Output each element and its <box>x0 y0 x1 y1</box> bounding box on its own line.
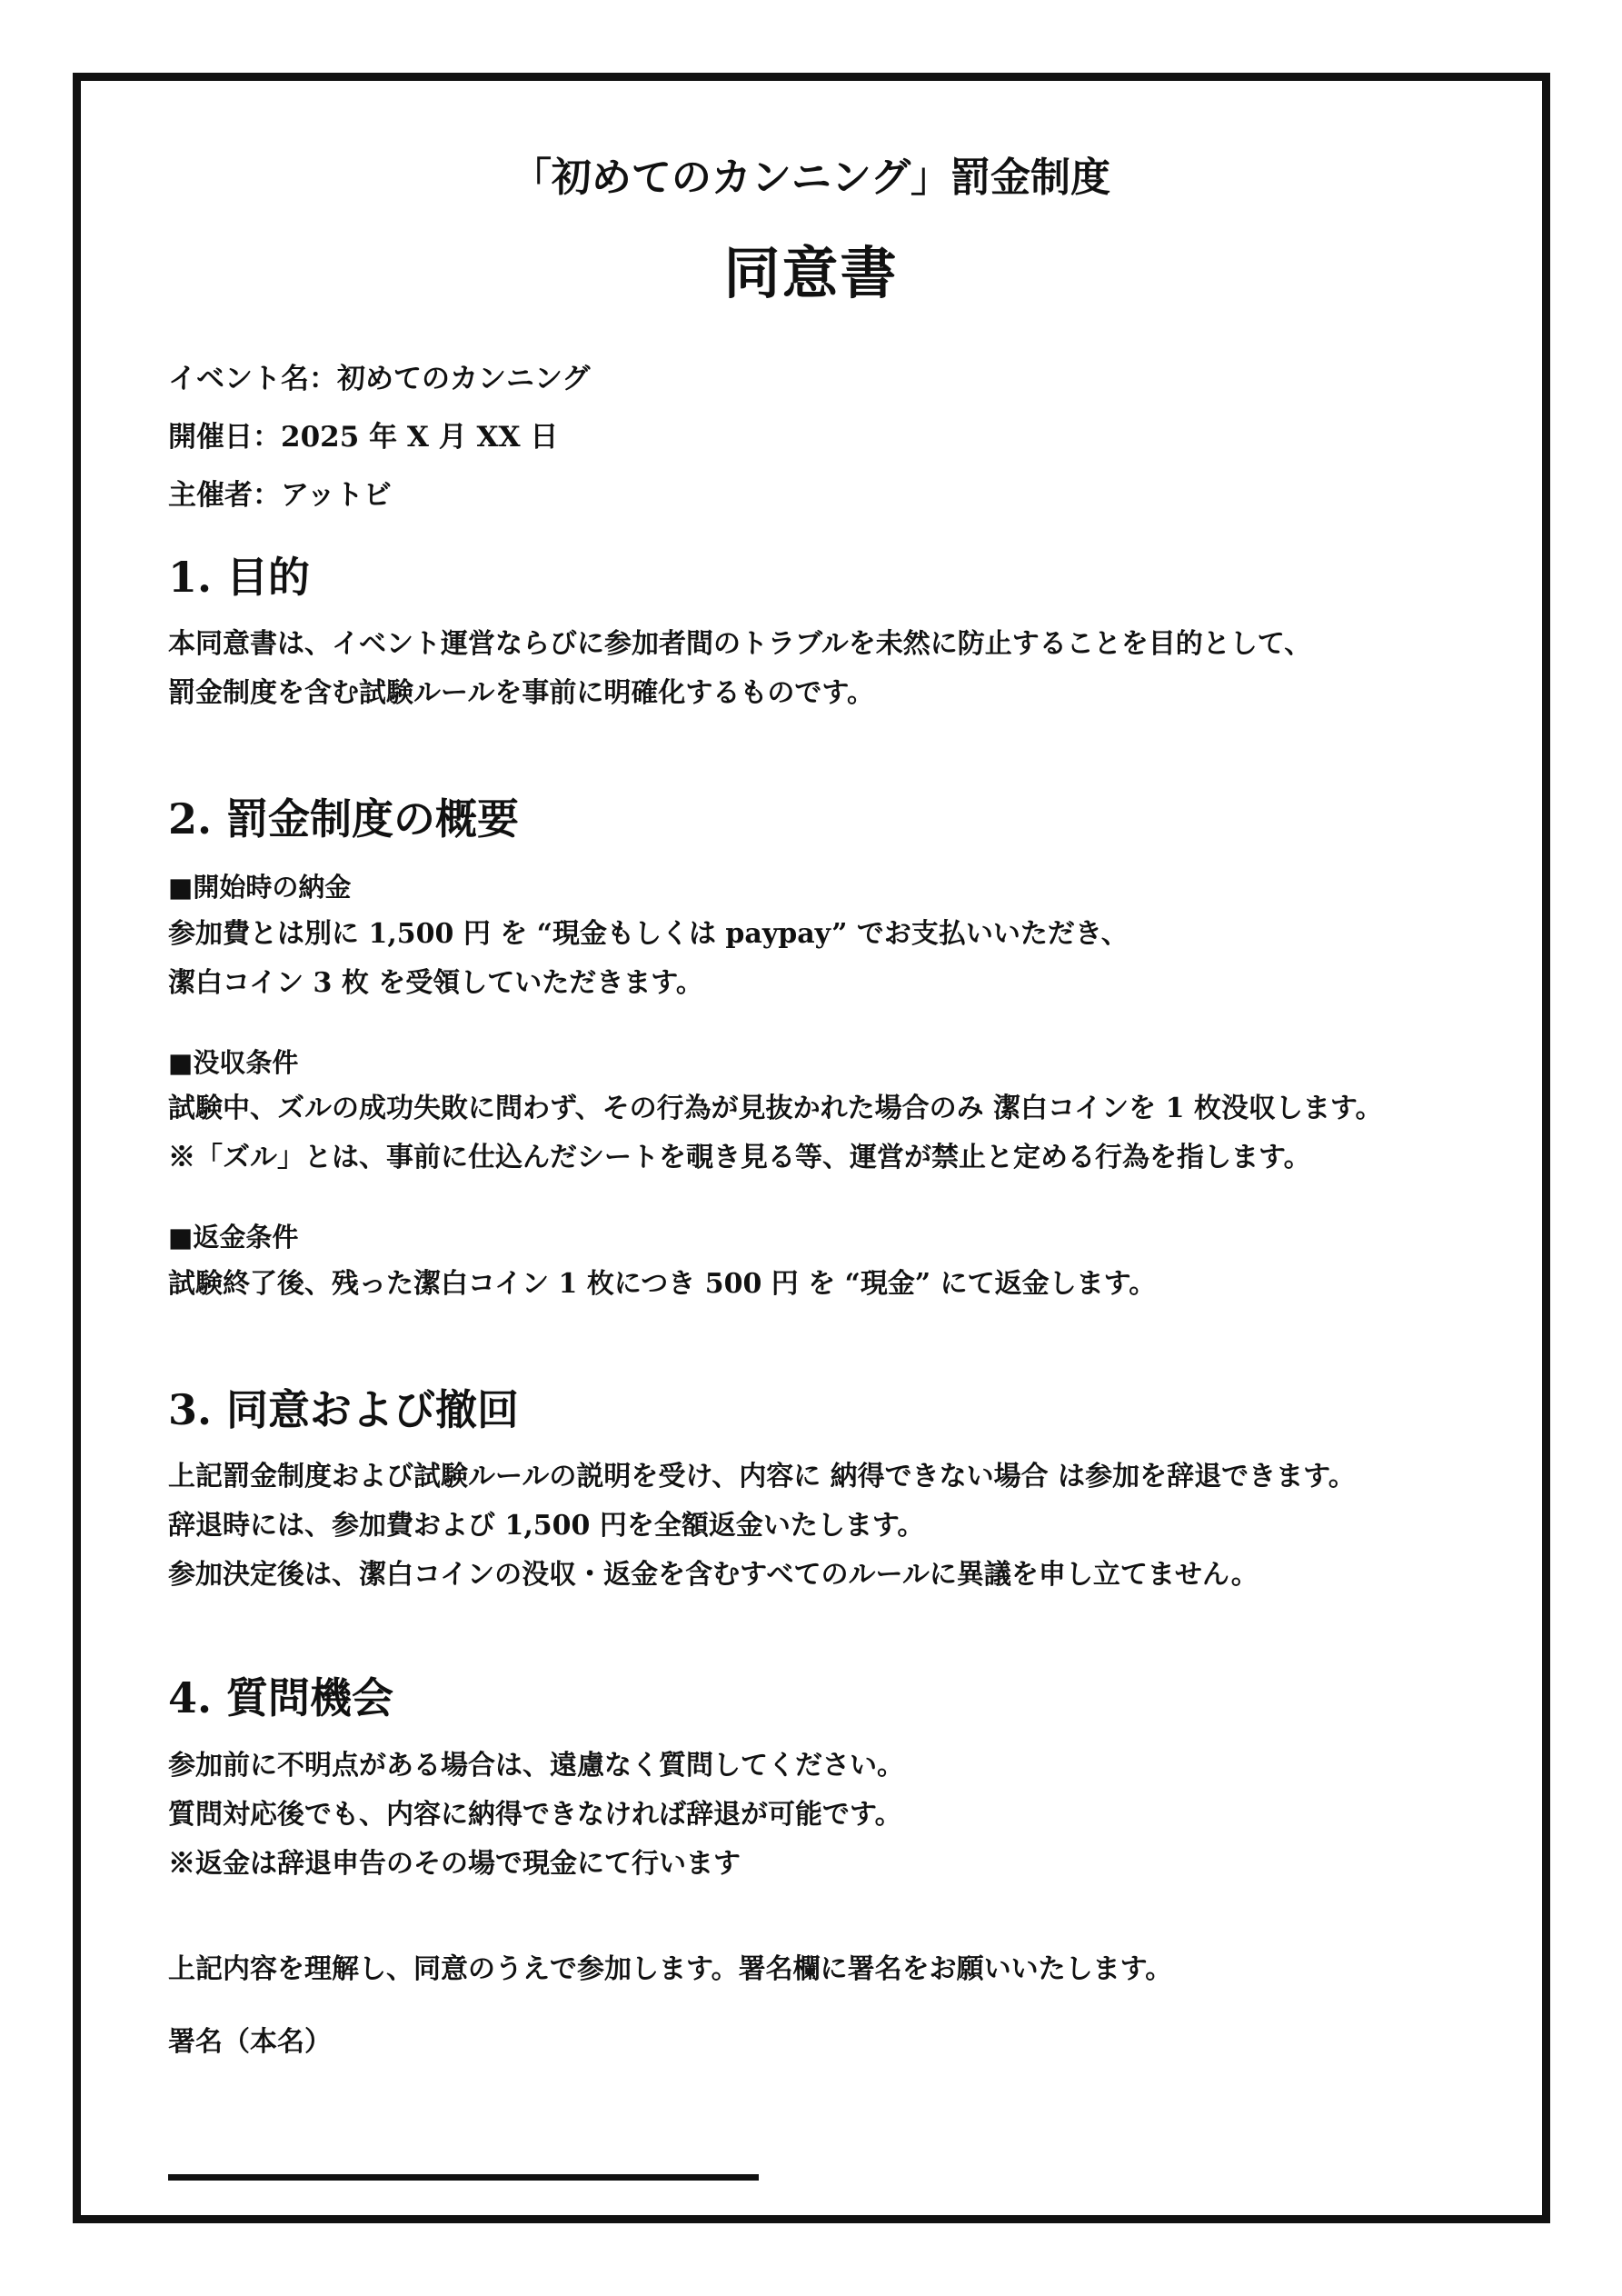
section-3-line-3: 参加決定後は、潔白コインの没収・返金を含むすべてのルールに異議を申し立てません。 <box>168 1559 1259 1591</box>
event-name: イベント名：初めてのカンニング <box>168 363 591 395</box>
event-date: 開催日：2025 年 X 月 XX 日 <box>168 421 559 454</box>
section-3-heading: 3. 同意および撤回 <box>168 1385 520 1434</box>
section-3-line-2: 辞退時には、参加費および 1,500 円を全額返金いたします。 <box>168 1510 925 1542</box>
start-payment-line-1: 参加費とは別に 1,500 円 を “現金もしくは paypay” でお支払いいただき、 <box>168 918 1129 950</box>
section-1-line-2: 罰金制度を含む試験ルールを事前に明確化するものです。 <box>168 677 874 709</box>
signature-label: 署名（本名） <box>168 2026 332 2058</box>
closing-statement: 上記内容を理解し、同意のうえで参加します。署名欄に署名をお願いいたします。 <box>168 1953 1173 1985</box>
refund-title: ■返金条件 <box>168 1222 299 1253</box>
section-2-heading: 2. 罰金制度の概要 <box>168 794 520 844</box>
section-3-line-1: 上記罰金制度および試験ルールの説明を受け、内容に 納得できない場合 は参加を辞退できます。 <box>168 1461 1356 1492</box>
section-1-heading: 1. 目的 <box>168 553 311 602</box>
signature-line <box>168 2174 759 2181</box>
confiscation-line-1: 試験中、ズルの成功失敗に問わず、その行為が見抜かれた場合のみ 潔白コインを 1 枚没収します。 <box>168 1093 1383 1124</box>
section-4-heading: 4. 質問機会 <box>168 1673 394 1722</box>
section-4-line-1: 参加前に不明点がある場合は、遠慮なく質問してください。 <box>168 1750 904 1782</box>
refund-line-1: 試験終了後、残った潔白コイン 1 枚につき 500 円 を “現金” にて返金します。 <box>168 1268 1157 1300</box>
section-4-line-2: 質問対応後でも、内容に納得できなければ辞退が可能です。 <box>168 1799 902 1831</box>
confiscation-line-2: ※「ズル」とは、事前に仕込んだシートを覗き見る等、運営が禁止と定める行為を指します。 <box>168 1142 1311 1173</box>
start-payment-line-2: 潔白コイン 3 枚 を受領していただきます。 <box>168 967 703 999</box>
confiscation-title: ■没収条件 <box>168 1047 299 1078</box>
document-title: 同意書 <box>723 240 899 306</box>
section-1-line-1: 本同意書は、イベント運営ならびに参加者間のトラブルを未然に防止することを目的として、 <box>168 628 1312 660</box>
start-payment-title: ■開始時の納金 <box>168 872 352 903</box>
section-4-line-3: ※返金は辞退申告のその場で現金にて行います <box>168 1848 741 1880</box>
document-subtitle: 「初めてのカンニング」罰金制度 <box>511 155 1111 201</box>
event-organizer: 主催者：アットビ <box>168 479 392 512</box>
